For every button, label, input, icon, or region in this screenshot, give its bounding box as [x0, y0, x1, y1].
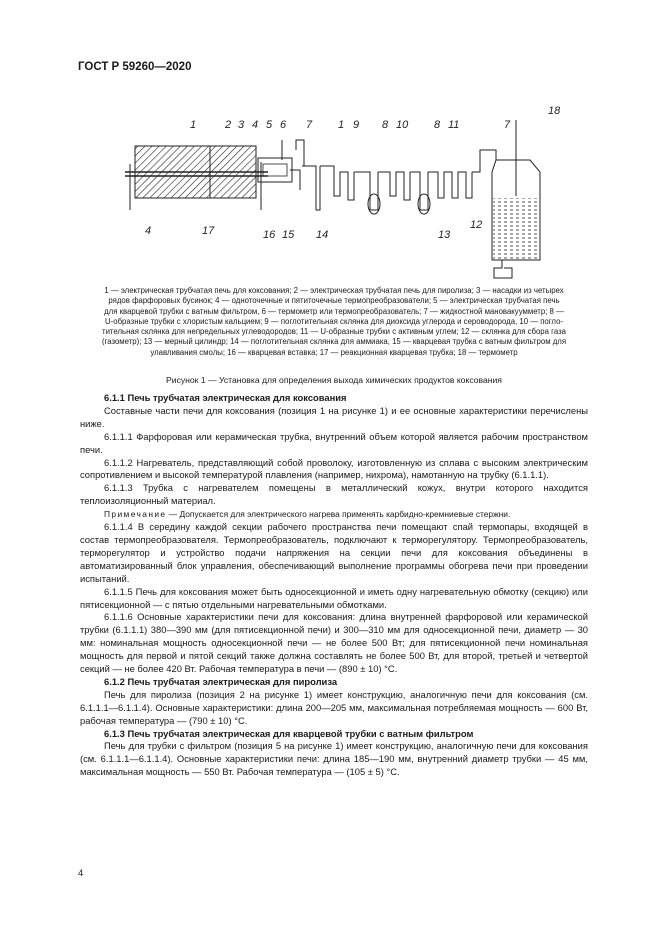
legend-line: тительная склянка для непредельных углеводородов; 11 — U-образные трубки с активным углем; 12 — склянка для сбора газа — [102, 327, 566, 337]
label-14: 14 — [316, 229, 329, 241]
paragraph: Печь для трубки с фильтром (позиция 5 на рисунке 1) имеет конструкцию, аналогичную печи для коксования (см. 6.1.1.1—6.1.1.4). Основные характеристики печи: длина 185—190 мм, внутренний диаметр трубки — 45 мм, максимальная мощность — 550 Вт. Рабочая температура — (105 ± 5) °С. — [80, 740, 588, 778]
label-2: 2 — [225, 119, 232, 131]
label-7: 7 — [306, 119, 313, 131]
label-9: 9 — [353, 119, 360, 131]
apparatus-figure — [120, 100, 560, 280]
label-5: 5 — [266, 119, 273, 131]
label-12: 12 — [470, 219, 483, 231]
paragraph: 6.1.1.5 Печь для коксования может быть односекционной и иметь одну нагревательную обмотку (секцию) или пятисекционной — с пятью отдельными нагревательными обмотками. — [80, 585, 588, 610]
label-15: 15 — [282, 229, 295, 241]
label-1b: 1 — [338, 119, 345, 131]
page-number: 4 — [78, 868, 84, 879]
legend-line: (газометр); 13 — мерный цилиндр; 14 — поглотительная склянка для аммиака, 15 — кварцевая трубка с ватным фильтром для — [101, 337, 567, 347]
paragraph: 6.1.1.2 Нагреватель, представляющий собой проволоку, изготовленную из сплава с высоким электрическим сопротивлением и высокой температурой плавления (например, нихрома), намотанную на трубку (6.1.1.1). — [80, 456, 588, 481]
label-1: 1 — [190, 119, 197, 131]
legend-line: U-образные трубки с хлористым кальцием; 9 — поглотительная склянка для диоксида углерода и сероводорода, 10 — погло- — [105, 316, 563, 326]
figure-caption: Рисунок 1 — Установка для определения выхода химических продуктов коксования — [166, 375, 502, 385]
note — [80, 508, 588, 521]
label-7b: 7 — [504, 119, 511, 131]
legend-line: улавливания смолы; 16 — кварцевая вставка; 17 — реакционная кварцевая трубка; 18 — термометр — [150, 347, 518, 357]
label-11: 11 — [448, 119, 460, 131]
gasometer-drawing — [492, 120, 540, 278]
label-16: 16 — [263, 229, 276, 241]
figure-legend — [80, 286, 588, 358]
label-8b: 8 — [434, 119, 441, 131]
body-text — [80, 392, 588, 779]
section-heading: 6.1.2 Печь трубчатая электрическая для пиролиза — [104, 675, 338, 687]
label-8: 8 — [382, 119, 389, 131]
paragraph: 6.1.1.4 В середину каждой секции рабочего пространства печи помещают спай термопары, входящей в состав термопреобразователя. Термопреобразователь, подключают к терморегулятору. Термопреобразователь, терморегулятор и устройство подачи напряжения на секции печи для коксования объединены в автоматизированный блок управления, обеспечивающий выполнение программы обогрева печи при проведении испытаний. — [80, 521, 588, 584]
filter-furnace-drawing — [258, 140, 304, 190]
label-18: 18 — [548, 105, 560, 117]
paragraph: 6.1.1.1 Фарфоровая или керамическая трубка, внутренний объем которой является рабочим пространством печи. — [80, 430, 588, 455]
section-heading: 6.1.1 Печь трубчатая электрическая для коксования — [104, 392, 347, 403]
label-13: 13 — [438, 229, 451, 241]
legend-line: 1 — электрическая трубчатая печь для коксования; 2 — электрическая трубчатая печь для пиролиза; 3 — насадки из четырех — [104, 286, 564, 295]
label-10: 10 — [396, 119, 409, 131]
note-label: Примечание — [104, 509, 167, 520]
note-text: — Допускается для электрического нагрева применять карбидно-кремниевые стержни. — [166, 509, 511, 520]
label-4b: 4 — [145, 225, 152, 237]
label-3: 3 — [238, 119, 245, 131]
paragraph: 6.1.1.3 Трубка с нагревателем помещены в металлический кожух, внутри которого находится теплоизоляционный материал. — [80, 482, 588, 507]
paragraph: 6.1.1.6 Основные характеристики печи для коксования: длина внутренней фарфоровой или керамической трубки (6.1.1.1) 380—390 мм (для пятисекционной печи) и 300—310 мм для односекционной печи, диаметр — 30 мм: номинальная мощность односекционной печи — не более 500 Вт; для пятисекционной печи номинальная мощность для первой и пятой секций также должна составлять не более 500 Вт, для второй, третьей и четвертой секций — не более 420 Вт. Рабочая температура в печи — (890 ± 10) °С. — [80, 611, 588, 675]
absorber-chain-drawing — [320, 150, 496, 214]
label-6: 6 — [280, 119, 287, 131]
label-17: 17 — [202, 225, 215, 237]
document-header: ГОСТ Р 59260—2020 — [78, 61, 192, 73]
legend-line: для кварцевой трубки с ватным фильтром, 6 — термометр или термопреобразователь; 7 — жидкостной мановакуумметр; 8 — — [104, 306, 564, 316]
paragraph: Печь для пиролиза (позиция 2 на рисунке 1) имеет конструкцию, аналогичную печи для коксования (см. 6.1.1.1—6.1.1.4). Основные характеристики: длина 200—205 мм, максимальная потребляемая мощность — 600 Вт, рабочая температура — (790 ± 10) °С. — [80, 688, 588, 726]
label-4: 4 — [252, 119, 259, 131]
section-heading: 6.1.3 Печь трубчатая электрическая для кварцевой трубки с ватным фильтром — [104, 727, 474, 739]
legend-line: рядов фарфоровых бусинок; 4 — одноточечные и пятиточечные термопреобразователи; 5 — электрическая трубчатая печь — [108, 296, 560, 306]
coking-furnace-drawing — [125, 146, 268, 210]
paragraph: Составные части печи для коксования (позиция 1 на рисунке 1) и ее основные характеристики перечислены ниже. — [80, 404, 588, 429]
